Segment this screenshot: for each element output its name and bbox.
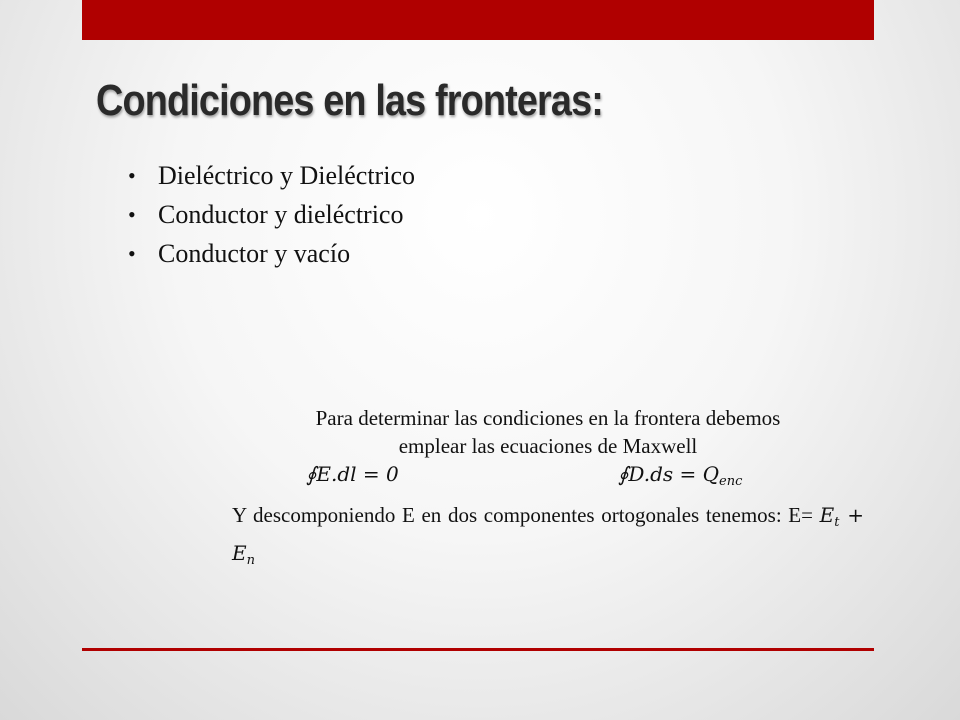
gauss-equation-main: ∮D.ds = Q: [618, 462, 720, 486]
decomposition-text: Y descomponiendo E en dos componentes ortogonales tenemos: E=: [232, 503, 820, 527]
component-symbol: E: [819, 503, 835, 527]
bullet-text: Conductor y dieléctrico: [158, 200, 404, 229]
bullet-item: [128, 195, 415, 234]
plus-symbol: +: [839, 503, 864, 527]
bullet-icon: •: [128, 202, 136, 227]
component-subscript: t: [834, 515, 840, 530]
faraday-equation: ∮E.dl = 0: [306, 462, 399, 486]
bullet-icon: •: [128, 163, 136, 188]
component-symbol: E: [232, 541, 247, 565]
bullet-text: Dieléctrico y Dieléctrico: [158, 161, 415, 190]
bullet-item: [128, 234, 415, 273]
content-block: [232, 404, 864, 576]
decomposition-paragraph: [232, 500, 864, 576]
top-accent-bar: [82, 0, 874, 40]
bullet-item: [128, 156, 415, 195]
equation-row: [232, 460, 864, 500]
intro-line: emplear las ecuaciones de Maxwell: [398, 434, 698, 458]
bullet-text: Conductor y vacío: [158, 239, 351, 268]
gauss-equation-subscript: enc: [719, 474, 743, 489]
intro-paragraph: [232, 404, 864, 460]
bullet-icon: •: [128, 241, 136, 266]
intro-line: Para determinar las condiciones en la frontera debemos: [315, 406, 781, 430]
component-subscript: n: [246, 553, 255, 568]
gauss-equation: [618, 462, 742, 489]
bullet-list: [128, 156, 415, 273]
slide-title: Condiciones en las fronteras:: [96, 76, 604, 125]
bottom-accent-line: [82, 648, 874, 651]
